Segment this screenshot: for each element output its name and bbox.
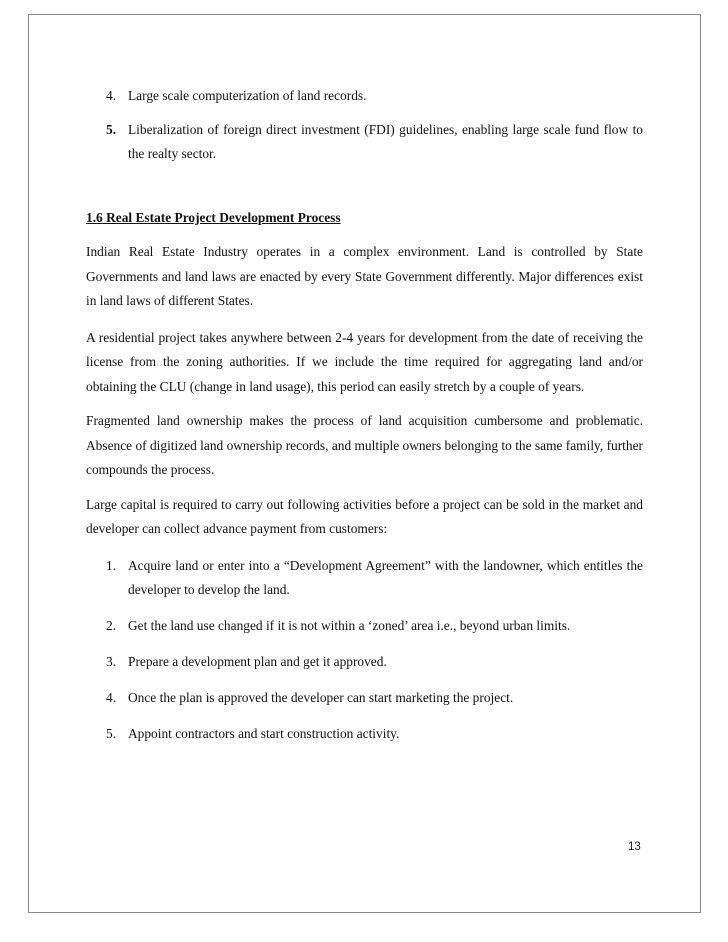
list-item-text: Appoint contractors and start construction activity. (128, 725, 400, 741)
list-item (86, 722, 643, 746)
paragraph: Indian Real Estate Industry operates in a complex environment. Land is controlled by State Governments and land laws are enacted by every State Government differently. Major differences exist in land laws of different States. (86, 244, 643, 308)
list-item-number: 4. (106, 689, 117, 705)
list-item (86, 614, 643, 638)
list-item-text: Get the land use changed if it is not within a ‘zoned’ area i.e., beyond urban limits. (128, 617, 571, 633)
document-body (86, 84, 643, 746)
list-item-text: Once the plan is approved the developer can start marketing the project. (128, 689, 514, 705)
list-item-text: Large scale computerization of land records. (128, 88, 367, 103)
list-item (86, 554, 643, 602)
list-item-number: 1. (106, 557, 117, 573)
list-item (86, 686, 643, 710)
list-item-text: Acquire land or enter into a “Development Agreement” with the landowner, which entitles the developer to develop the land. (128, 557, 643, 597)
list-item-number: 4. (106, 88, 117, 103)
list-item-number: 3. (106, 653, 117, 669)
list-item (86, 650, 643, 674)
list-item-number: 2. (106, 617, 117, 633)
list-item-number: 5. (106, 725, 117, 741)
list-item (86, 84, 643, 108)
list-item-number: 5. (106, 122, 117, 137)
section-heading: 1.6 Real Estate Project Development Process (86, 210, 341, 225)
list-item (86, 118, 643, 166)
paragraph: Large capital is required to carry out following activities before a project can be sold in the market and developer can collect advance payment from customers: (86, 496, 643, 536)
list-item-text: Prepare a development plan and get it approved. (128, 653, 387, 669)
paragraph: Fragmented land ownership makes the process of land acquisition cumbersome and problematic. Absence of digitized land ownership records, and multiple owners belonging to the same family, further compounds the process. (86, 413, 643, 477)
list-item-text: Liberalization of foreign direct investment (FDI) guidelines, enabling large scale fund flow to the realty sector. (128, 122, 643, 161)
page-number: 13 (628, 841, 641, 853)
paragraph: A residential project takes anywhere between 2-4 years for development from the date of receiving the license from the zoning authorities. If we include the time required for aggregating land and/or obtaining the CLU (change in land usage), this period can easily stretch by a couple of years. (86, 329, 643, 394)
